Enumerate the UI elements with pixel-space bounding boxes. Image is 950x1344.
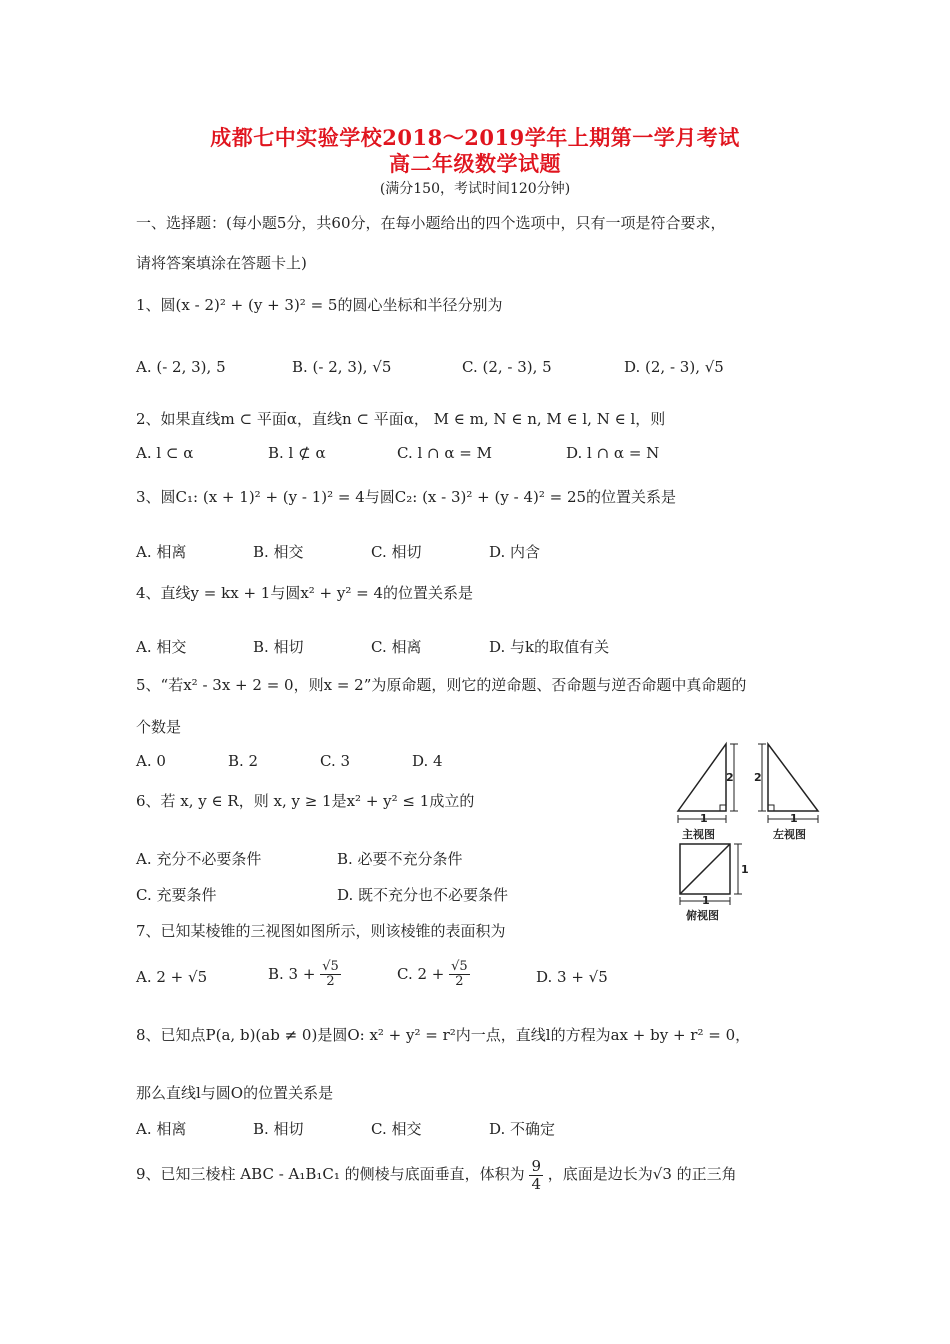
q4-option-b: B. 相切 — [253, 638, 304, 656]
q2-option-d: D. l ∩ α = N — [566, 444, 660, 462]
q7-stem: 7、已知某棱锥的三视图如图所示，则该棱锥的表面积为 — [136, 922, 506, 940]
q7-option-c-denominator: 2 — [455, 974, 464, 990]
q7-option-b-numerator: √5 — [322, 959, 339, 974]
q3-option-c: C. 相切 — [371, 543, 422, 561]
q8-option-b: B. 相切 — [253, 1120, 304, 1138]
q3-option-b: B. 相交 — [253, 543, 304, 561]
top-view-label: 俯视图 — [686, 909, 719, 922]
q5-stem-line2: 个数是 — [136, 718, 182, 736]
top-width-dim: 1 — [702, 894, 710, 907]
side-height-dim: 2 — [754, 771, 762, 784]
q1-option-c: C. (2, - 3), 5 — [462, 358, 552, 376]
q7-option-b-prefix: B. 3 + — [268, 964, 316, 983]
q8-stem-line2: 那么直线l与圆O的位置关系是 — [136, 1084, 334, 1102]
exam-note: (满分150，考试时间120分钟) — [379, 181, 571, 197]
top-height-dim: 1 — [741, 863, 749, 876]
q5-option-c: C. 3 — [320, 752, 351, 770]
q2-stem: 2、如果直线m ⊂ 平面α，直线n ⊂ 平面α， M ∈ m, N ∈ n, M ∈ l, N ∈ l，则 — [136, 410, 666, 428]
exam-title-line2: 高二年级数学试题 — [389, 151, 561, 176]
q3-option-a: A. 相离 — [136, 543, 187, 561]
front-view-label: 主视图 — [682, 828, 715, 841]
front-width-dim: 1 — [700, 812, 708, 825]
front-view — [678, 744, 738, 841]
q9-stem-suffix: ，底面是边长为√3 的正三角 — [547, 1165, 737, 1183]
q7-option-b-fraction — [320, 960, 341, 990]
q6-option-d: D. 既不充分也不必要条件 — [337, 886, 509, 904]
q7-option-b — [268, 960, 341, 990]
front-height-dim: 2 — [726, 771, 734, 784]
three-view-figure — [670, 738, 830, 923]
q1-option-b: B. (- 2, 3), √5 — [292, 358, 392, 376]
q1-option-d: D. (2, - 3), √5 — [624, 358, 724, 376]
q9-stem — [136, 1158, 737, 1192]
q2-option-a: A. l ⊂ α — [136, 444, 194, 462]
q4-stem: 4、直线y = kx + 1与圆x² + y² = 4的位置关系是 — [136, 584, 474, 602]
q7-option-a: A. 2 + √5 — [136, 968, 208, 986]
q8-stem-line1: 8、已知点P(a, b)(ab ≠ 0)是圆O: x² + y² = r²内一点，直线l的方程为ax + by + r² = 0， — [136, 1026, 751, 1044]
q2-option-c: C. l ∩ α = M — [397, 444, 492, 462]
section-heading-line1: 一、选择题：(每小题5分，共60分，在每小题给出的四个选项中，只有一项是符合要求， — [136, 214, 726, 232]
q5-option-a: A. 0 — [136, 752, 166, 770]
q7-option-c-numerator: √5 — [451, 959, 468, 974]
q7-option-d: D. 3 + √5 — [536, 968, 608, 986]
q1-option-a: A. (- 2, 3), 5 — [136, 358, 226, 376]
q6-option-c: C. 充要条件 — [136, 886, 217, 904]
q3-stem: 3、圆C₁: (x + 1)² + (y - 1)² = 4与圆C₂: (x - 3)² + (y - 4)² = 25的位置关系是 — [136, 488, 677, 506]
q5-stem-line1: 5、“若x² - 3x + 2 = 0，则x = 2”为原命题，则它的逆命题、否命题与逆否命题中真命题的 — [136, 676, 747, 694]
q2-option-b: B. l ⊄ α — [268, 444, 326, 462]
q4-option-c: C. 相离 — [371, 638, 422, 656]
three-view-drawing — [670, 738, 830, 923]
q8-option-a: A. 相离 — [136, 1120, 187, 1138]
section-heading-line2: 请将答案填涂在答题卡上) — [136, 254, 307, 272]
side-view-label: 左视图 — [773, 828, 806, 841]
q7-option-c-fraction — [449, 960, 470, 990]
q5-option-b: B. 2 — [228, 752, 259, 770]
side-view — [754, 744, 818, 841]
q9-stem-prefix: 9、已知三棱柱 ABC - A₁B₁C₁ 的侧棱与底面垂直，体积为 — [136, 1165, 525, 1183]
q8-option-d: D. 不确定 — [489, 1120, 556, 1138]
side-width-dim: 1 — [790, 812, 798, 825]
q9-volume-fraction — [529, 1158, 543, 1192]
top-view — [680, 844, 749, 922]
q7-option-c — [397, 960, 470, 990]
q1-stem: 1、圆(x - 2)² + (y + 3)² = 5的圆心坐标和半径分别为 — [136, 296, 503, 314]
q9-volume-numerator: 9 — [531, 1157, 541, 1175]
q4-option-d: D. 与k的取值有关 — [489, 638, 610, 656]
q8-option-c: C. 相交 — [371, 1120, 422, 1138]
q6-option-b: B. 必要不充分条件 — [337, 850, 463, 868]
q7-option-b-denominator: 2 — [326, 974, 335, 990]
exam-title-line1: 成都七中实验学校2018～2019学年上期第一学月考试 — [210, 125, 740, 150]
q6-stem: 6、若 x, y ∈ R，则 x, y ≥ 1是x² + y² ≤ 1成立的 — [136, 792, 475, 810]
q3-option-d: D. 内含 — [489, 543, 541, 561]
q9-volume-denominator: 4 — [531, 1174, 541, 1193]
q7-option-c-prefix: C. 2 + — [397, 964, 445, 983]
q6-option-a: A. 充分不必要条件 — [136, 850, 262, 868]
q4-option-a: A. 相交 — [136, 638, 187, 656]
q5-option-d: D. 4 — [412, 752, 443, 770]
